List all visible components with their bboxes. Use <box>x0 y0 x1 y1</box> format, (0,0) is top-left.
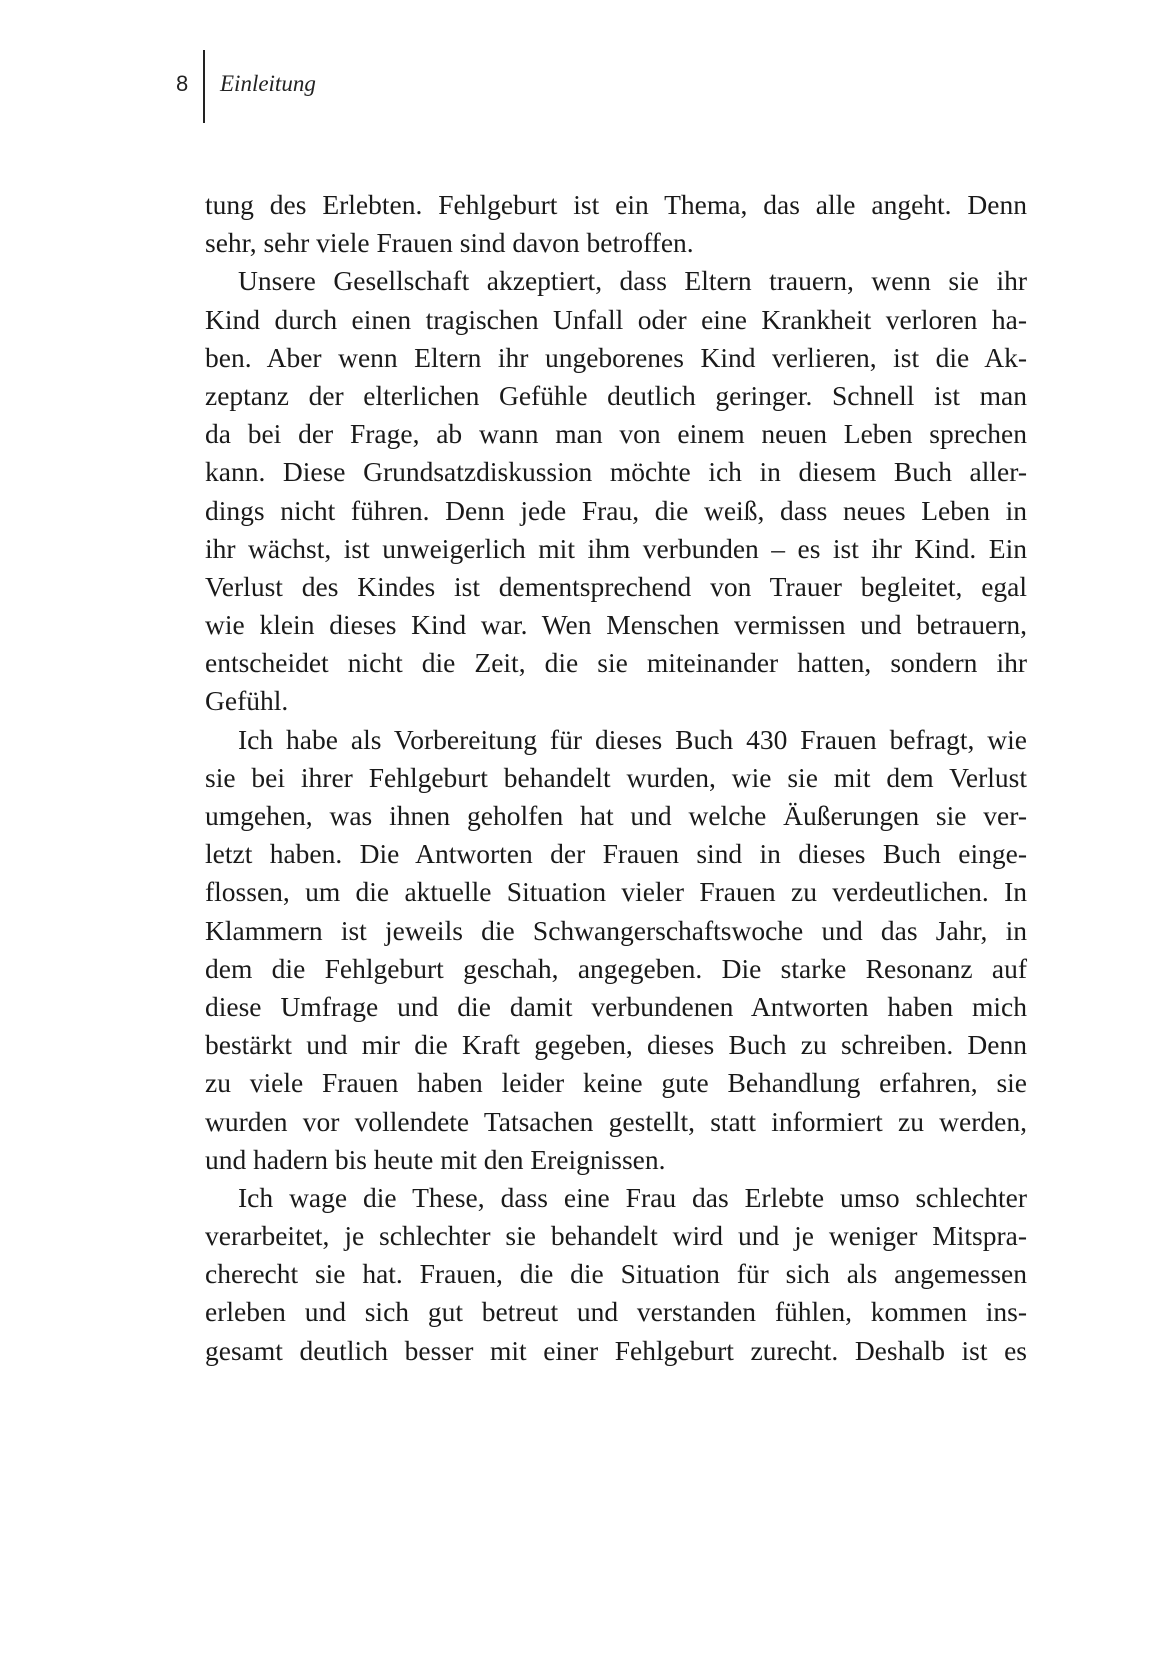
text-line: dem die Fehlgeburt geschah, angegeben. Die starke Resonanz auf <box>205 952 1027 984</box>
running-head <box>0 0 1166 130</box>
chapter-title: Einleitung <box>220 71 316 96</box>
text-line: Ich wage die These, dass eine Frau das Erlebte umso schlechter <box>238 1181 1027 1213</box>
text-line: Klammern ist jeweils die Schwangerschaftswoche und das Jahr, in <box>205 914 1027 946</box>
text-line: Gefühl. <box>205 685 289 717</box>
text-line: flossen, um die aktuelle Situation vieler Frauen zu verdeutlichen. In <box>205 876 1027 908</box>
text-line: bestärkt und mir die Kraft gegeben, dieses Buch zu schreiben. Denn <box>205 1029 1027 1061</box>
text-line: zeptanz der elterlichen Gefühle deutlich geringer. Schnell ist man <box>205 379 1027 411</box>
text-line: da bei der Frage, ab wann man von einem neuen Leben sprechen <box>205 418 1027 450</box>
header-divider-rule <box>203 50 205 123</box>
text-line: letzt haben. Die Antworten der Frauen sind in dieses Buch einge- <box>205 838 1027 870</box>
text-line: erleben und sich gut betreut und verstanden fühlen, kommen ins- <box>205 1296 1027 1328</box>
text-line: cherecht sie hat. Frauen, die die Situation für sich als angemessen <box>205 1258 1027 1290</box>
body-text <box>205 186 1027 1370</box>
text-line: Unsere Gesellschaft akzeptiert, dass Eltern trauern, wenn sie ihr <box>238 265 1027 297</box>
text-line: entscheidet nicht die Zeit, die sie miteinander hatten, sondern ihr <box>205 647 1027 679</box>
text-line: Ich habe als Vorbereitung für dieses Buch 430 Frauen befragt, wie <box>238 723 1027 755</box>
text-line: sehr, sehr viele Frauen sind davon betroffen. <box>205 227 694 259</box>
text-line: tung des Erlebten. Fehlgeburt ist ein Thema, das alle angeht. Denn <box>205 189 1027 220</box>
text-line: diese Umfrage und die damit verbundenen Antworten haben mich <box>205 990 1027 1022</box>
text-line: sie bei ihrer Fehlgeburt behandelt wurden, wie sie mit dem Verlust <box>205 761 1027 793</box>
text-line: Kind durch einen tragischen Unfall oder eine Krankheit verloren ha- <box>205 303 1027 335</box>
text-line: wie klein dieses Kind war. Wen Menschen vermissen und betrauern, <box>205 609 1027 641</box>
text-line: wurden vor vollendete Tatsachen gestellt, statt informiert zu werden, <box>205 1105 1027 1137</box>
text-line: umgehen, was ihnen geholfen hat und welche Äußerungen sie ver- <box>205 800 1027 831</box>
page-number: 8 <box>176 71 189 96</box>
text-line: kann. Diese Grundsatzdiskussion möchte ich in diesem Buch aller- <box>205 456 1027 488</box>
text-line: dings nicht führen. Denn jede Frau, die weiß, dass neues Leben in <box>205 494 1027 526</box>
text-line: verarbeitet, je schlechter sie behandelt wird und je weniger Mitspra- <box>205 1220 1027 1252</box>
text-line: gesamt deutlich besser mit einer Fehlgeburt zurecht. Deshalb ist es <box>205 1334 1027 1366</box>
text-line: ben. Aber wenn Eltern ihr ungeborenes Kind verlieren, ist die Ak- <box>205 341 1027 373</box>
text-line: zu viele Frauen haben leider keine gute Behandlung erfahren, sie <box>205 1067 1027 1099</box>
text-line: Verlust des Kindes ist dementsprechend von Trauer begleitet, egal <box>205 570 1027 602</box>
text-line: und hadern bis heute mit den Ereignissen. <box>205 1143 666 1175</box>
text-line: ihr wächst, ist unweigerlich mit ihm verbunden – es ist ihr Kind. Ein <box>205 532 1027 564</box>
